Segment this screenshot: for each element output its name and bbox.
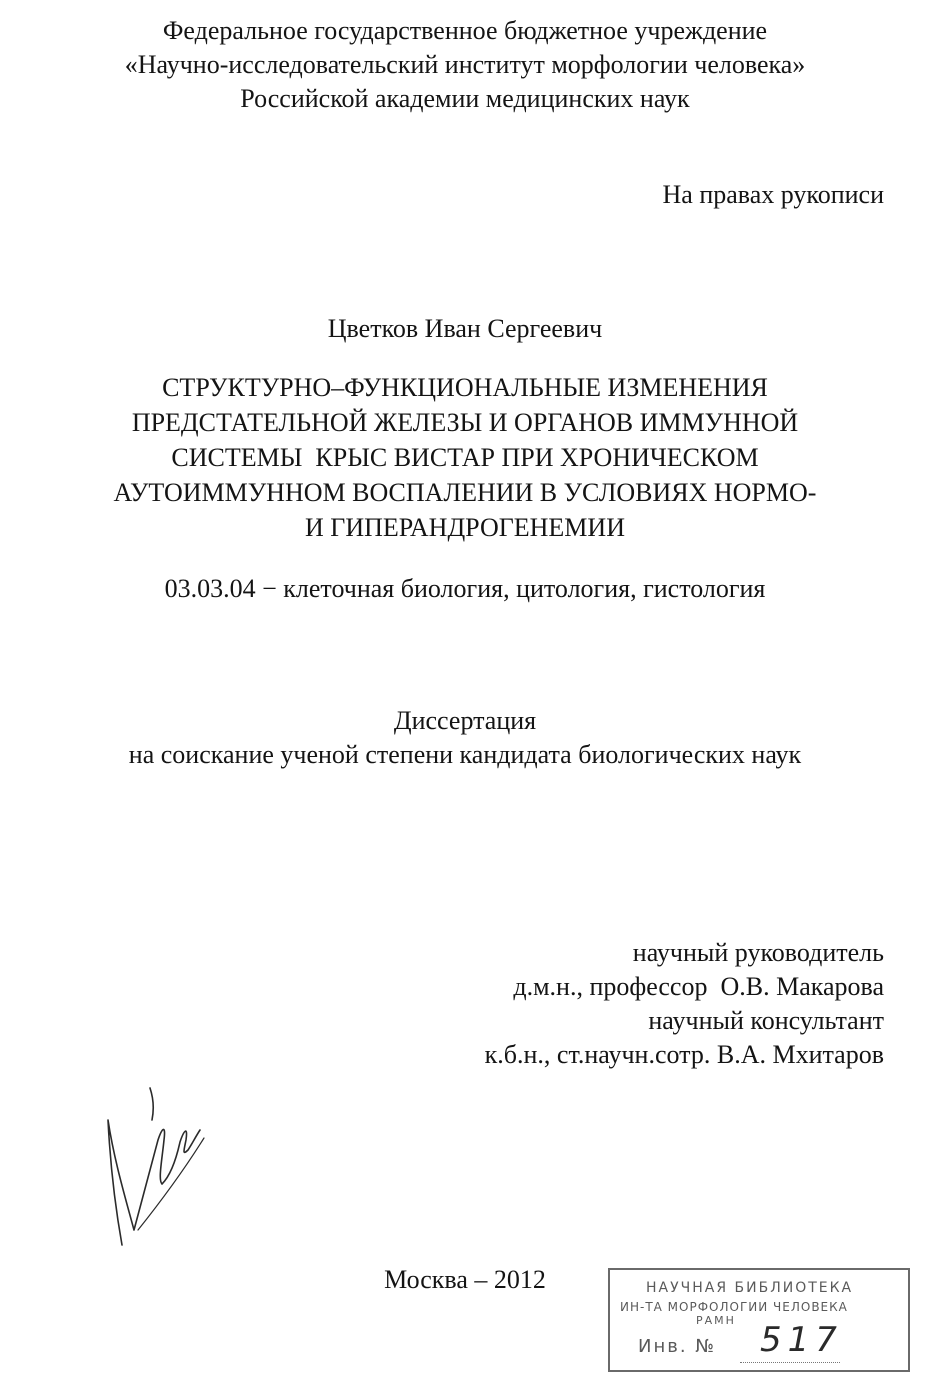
library-stamp	[608, 1268, 910, 1372]
manuscript-note: На правах рукописи	[662, 180, 884, 209]
supervisor-role: научный руководитель	[632, 938, 884, 967]
institution-line-2: «Научно-исследовательский институт морфологии человека»	[124, 50, 806, 79]
title-line-2: ПРЕДСТАТЕЛЬНОЙ ЖЕЛЕЗЫ И ОРГАНОВ ИММУННОЙ	[131, 408, 799, 437]
supervisors-block	[485, 936, 884, 1072]
stamp-line-3: РАМН	[696, 1314, 736, 1327]
stamp-inventory-number: 517	[760, 1320, 843, 1360]
dissertation-line-1: Диссертация	[393, 706, 537, 735]
author-name	[0, 312, 930, 346]
stamp-number-underline	[740, 1362, 840, 1363]
stamp-inventory-label: Инв. №	[638, 1336, 717, 1357]
title-line-5: И ГИПЕРАНДРОГЕНЕМИИ	[305, 513, 625, 542]
institution-line-1: Федеральное государственное бюджетное учреждение	[162, 16, 768, 45]
supervisor-name: д.м.н., профессор О.В. Макарова	[513, 972, 884, 1001]
title-line-1: СТРУКТУРНО–ФУНКЦИОНАЛЬНЫЕ ИЗМЕНЕНИЯ	[162, 373, 768, 402]
institution-header	[0, 14, 930, 116]
handwritten-signature	[92, 1080, 212, 1250]
stamp-line-2: ИН-ТА МОРФОЛОГИИ ЧЕЛОВЕКА	[620, 1300, 848, 1314]
dissertation-type	[0, 704, 930, 772]
consultant-name: к.б.н., ст.научн.сотр. В.А. Мхитаров	[484, 1040, 884, 1069]
specialty-text: 03.03.04 − клеточная биология, цитология, гистология	[164, 574, 766, 603]
title-line-4: АУТОИММУННОМ ВОСПАЛЕНИИ В УСЛОВИЯХ НОРМО-	[113, 478, 817, 507]
dissertation-title	[0, 370, 930, 545]
specialty-code	[0, 572, 930, 606]
dissertation-line-2: на соискание ученой степени кандидата биологических наук	[128, 740, 802, 769]
institution-line-3: Российской академии медицинских наук	[240, 84, 690, 113]
author-name-text: Цветков Иван Сергеевич	[327, 314, 603, 343]
stamp-line-1: НАУЧНАЯ БИБЛИОТЕКА	[646, 1280, 854, 1296]
title-line-3: СИСТЕМЫ КРЫС ВИСТАР ПРИ ХРОНИЧЕСКОМ	[171, 443, 759, 472]
consultant-role: научный консультант	[648, 1006, 884, 1035]
city-year-text: Москва – 2012	[384, 1265, 546, 1294]
